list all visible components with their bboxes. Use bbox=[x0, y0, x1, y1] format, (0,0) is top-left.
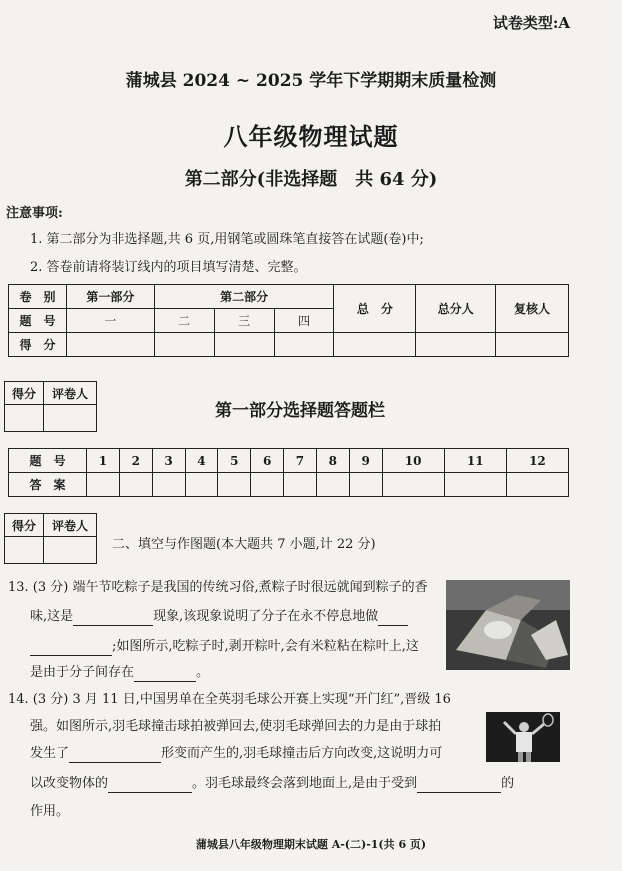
section1-title: 第一部分选择题答题栏 bbox=[215, 401, 385, 421]
score-cell[interactable] bbox=[274, 333, 334, 357]
question-number: 3 bbox=[152, 449, 185, 473]
grader-box-2 bbox=[4, 513, 97, 564]
question-number: 7 bbox=[284, 449, 317, 473]
col-part2: 第二部分 bbox=[154, 285, 334, 309]
answer-blank[interactable] bbox=[378, 611, 408, 626]
score-cell[interactable] bbox=[66, 333, 154, 357]
badminton-photo bbox=[486, 712, 560, 762]
answer-blank[interactable] bbox=[108, 778, 192, 793]
score-cell[interactable] bbox=[416, 333, 496, 357]
question-number: 12 bbox=[506, 449, 568, 473]
answer-cell[interactable] bbox=[316, 473, 349, 497]
question-number: 10 bbox=[382, 449, 444, 473]
question-number: 2 bbox=[119, 449, 152, 473]
col-part1: 第一部分 bbox=[66, 285, 154, 309]
answer-cell[interactable] bbox=[506, 473, 568, 497]
q13-line2 bbox=[30, 608, 408, 626]
q14-line4 bbox=[30, 775, 514, 793]
subject-title: 八年级物理试题 bbox=[223, 122, 399, 151]
col-total: 总 分 bbox=[334, 285, 416, 333]
grader-score-cell[interactable] bbox=[5, 405, 44, 432]
q13-text: ;如图所示,吃粽子时,剥开粽叶,会有米粒粘在粽叶上,这 bbox=[112, 639, 419, 654]
answer-cell[interactable] bbox=[251, 473, 284, 497]
score-cell[interactable] bbox=[154, 333, 214, 357]
q13-line4 bbox=[30, 664, 209, 682]
exam-type-label: 试卷类型:A bbox=[492, 14, 570, 32]
q14-text: 以改变物体的 bbox=[30, 776, 109, 791]
tihao-4: 四 bbox=[274, 309, 334, 333]
grader-score-label: 得分 bbox=[5, 382, 44, 405]
col-juanbie: 卷 别 bbox=[9, 285, 67, 309]
answer-cell[interactable] bbox=[284, 473, 317, 497]
question-number: 11 bbox=[444, 449, 506, 473]
grader-name-label: 评卷人 bbox=[44, 382, 97, 405]
exam-title: 蒲城县 2024 ~ 2025 学年下学期期末质量检测 bbox=[125, 71, 497, 91]
q13-text: 。 bbox=[196, 665, 210, 680]
answer-cell[interactable] bbox=[119, 473, 152, 497]
part-title: 第二部分(非选择题 共 64 分) bbox=[184, 169, 438, 190]
q14-text: 的 bbox=[501, 776, 515, 791]
q14-line2: 强。如图所示,羽毛球撞击球拍被弹回去,使羽毛球弹回去的力是由于球拍 bbox=[30, 719, 442, 734]
question-number: 9 bbox=[349, 449, 382, 473]
grader-name-cell[interactable] bbox=[44, 405, 97, 432]
page-footer: 蒲城县八年级物理期末试题 A-(二)-1(共 6 页) bbox=[195, 838, 427, 851]
answer-blank[interactable] bbox=[73, 611, 153, 626]
col-reviewer: 复核人 bbox=[496, 285, 569, 333]
col-scorer: 总分人 bbox=[416, 285, 496, 333]
answer-cell[interactable] bbox=[152, 473, 185, 497]
question-number: 4 bbox=[185, 449, 218, 473]
tihao-2: 二 bbox=[154, 309, 214, 333]
notice-item-1: 1. 第二部分为非选择题,共 6 页,用钢笔或圆珠笔直接答在试题(卷)中; bbox=[30, 232, 424, 247]
question-number: 6 bbox=[251, 449, 284, 473]
answer-blank[interactable] bbox=[69, 748, 161, 763]
answer-blank[interactable] bbox=[134, 667, 196, 682]
answer-cell[interactable] bbox=[349, 473, 382, 497]
q13-text: 味,这是 bbox=[30, 609, 74, 624]
q13-line1: 13. (3 分) 端午节吃粽子是我国的传统习俗,煮粽子时很远就闻到粽子的香 bbox=[8, 580, 428, 595]
q14-line3 bbox=[30, 745, 442, 763]
zongzi-photo bbox=[446, 580, 570, 670]
answer-row-label: 答 案 bbox=[9, 473, 87, 497]
score-table bbox=[8, 284, 569, 357]
notice-heading: 注意事项: bbox=[6, 206, 63, 221]
tihao-1: 一 bbox=[66, 309, 154, 333]
tihao-3: 三 bbox=[214, 309, 274, 333]
question-number: 5 bbox=[218, 449, 251, 473]
grader-name-cell[interactable] bbox=[44, 537, 97, 564]
q13-text: 是由于分子间存在 bbox=[30, 665, 135, 680]
answer-cell[interactable] bbox=[185, 473, 218, 497]
answer-cell[interactable] bbox=[87, 473, 120, 497]
q13-text: 现象,该现象说明了分子在永不停息地做 bbox=[153, 609, 379, 624]
answer-table bbox=[8, 448, 569, 497]
answer-row-tihao-label: 题 号 bbox=[9, 449, 87, 473]
grader-score-cell[interactable] bbox=[5, 537, 44, 564]
answer-cell[interactable] bbox=[444, 473, 506, 497]
q14-text: 发生了 bbox=[30, 746, 70, 761]
notice-item-2: 2. 答卷前请将装订线内的项目填写清楚、完整。 bbox=[30, 260, 307, 275]
answer-cell[interactable] bbox=[218, 473, 251, 497]
row-tihao-label: 题 号 bbox=[9, 309, 67, 333]
question-number: 1 bbox=[87, 449, 120, 473]
grader-score-label: 得分 bbox=[5, 514, 44, 537]
q14-line1: 14. (3 分) 3 月 11 日,中国男单在全英羽毛球公开赛上实现“开门红”,晋级 16 bbox=[8, 692, 451, 707]
answer-blank[interactable] bbox=[30, 641, 112, 656]
question-number: 8 bbox=[316, 449, 349, 473]
score-cell[interactable] bbox=[334, 333, 416, 357]
row-defen-label: 得 分 bbox=[9, 333, 67, 357]
score-cell[interactable] bbox=[496, 333, 569, 357]
grader-name-label: 评卷人 bbox=[44, 514, 97, 537]
grader-box-1 bbox=[4, 381, 97, 432]
score-cell[interactable] bbox=[214, 333, 274, 357]
q14-text: 形变而产生的,羽毛球撞击后方向改变,这说明力可 bbox=[161, 746, 443, 761]
q14-line5: 作用。 bbox=[30, 804, 70, 819]
answer-blank[interactable] bbox=[417, 778, 501, 793]
q13-line3 bbox=[30, 638, 419, 656]
answer-cell[interactable] bbox=[382, 473, 444, 497]
section2-title: 二、填空与作图题(本大题共 7 小题,计 22 分) bbox=[112, 537, 376, 552]
q14-text: 。羽毛球最终会落到地面上,是由于受到 bbox=[192, 776, 418, 791]
